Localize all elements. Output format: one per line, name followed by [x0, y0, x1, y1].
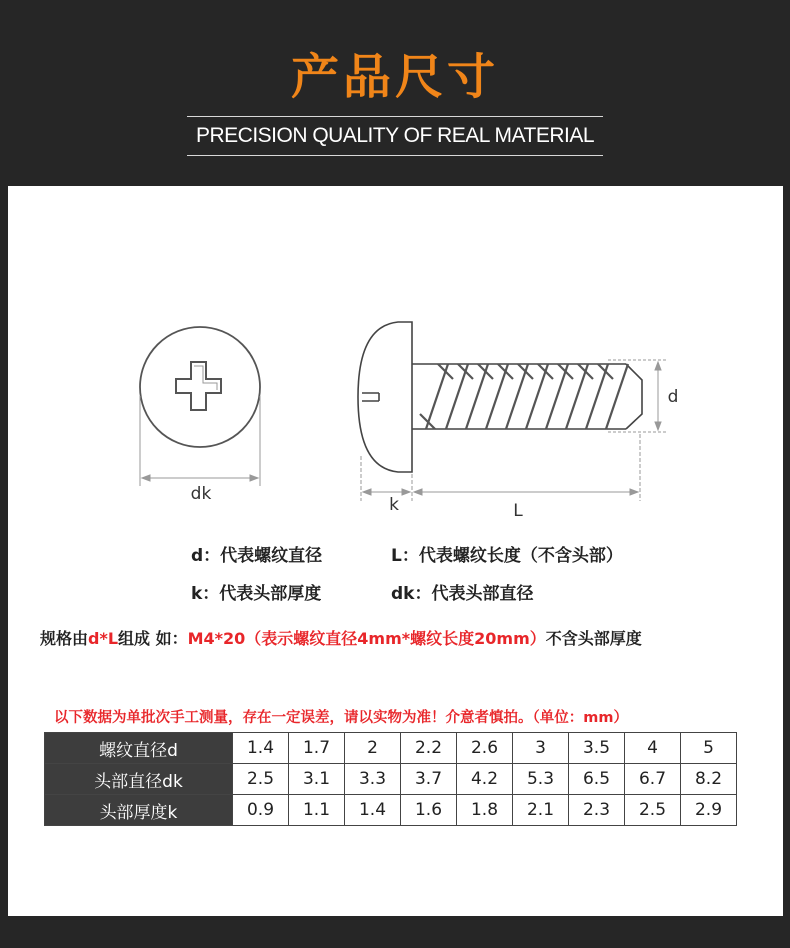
- table-cell: 2.9: [681, 795, 737, 826]
- table-cell: 2.5: [625, 795, 681, 826]
- screw-top-view: [140, 327, 260, 447]
- page-subtitle: PRECISION QUALITY OF REAL MATERIAL: [187, 116, 603, 156]
- table-cell: 5.3: [513, 764, 569, 795]
- table-cell: 3.1: [289, 764, 345, 795]
- legend-k: k：代表头部厚度: [191, 584, 322, 604]
- table-cell: 4.2: [457, 764, 513, 795]
- table-cell: 2.3: [569, 795, 625, 826]
- table-cell: 4: [625, 733, 681, 764]
- table-cell: 3: [513, 733, 569, 764]
- table-cell: 1.7: [289, 733, 345, 764]
- table-cell: 3.3: [345, 764, 401, 795]
- table-cell: 6.7: [625, 764, 681, 795]
- spec-line: [40, 626, 642, 649]
- table-cell: 3.5: [569, 733, 625, 764]
- measurement-note: 以下数据为单批次手工测量，存在一定误差，请以实物为准！介意者慎拍。（单位：mm）: [54, 710, 628, 726]
- table-cell: 1.8: [457, 795, 513, 826]
- content-panel: [8, 186, 783, 916]
- table-cell: 2.5: [233, 764, 289, 795]
- table-cell: 2.6: [457, 733, 513, 764]
- page-title: 产品尺寸: [290, 49, 499, 105]
- table-cell: 8.2: [681, 764, 737, 795]
- table-cell: 2.1: [513, 795, 569, 826]
- d-label: d: [667, 387, 679, 407]
- k-label: k: [389, 495, 399, 515]
- table-cell: 0.9: [233, 795, 289, 826]
- screw-diagram: [8, 186, 783, 526]
- table-cell: 1.6: [401, 795, 457, 826]
- spec-middle: 组成 如：: [118, 629, 188, 648]
- l-label: L: [513, 501, 523, 521]
- table-cell: 6.5: [569, 764, 625, 795]
- table-row: [45, 733, 737, 764]
- screw-side-view: [358, 322, 642, 472]
- legend-dk: dk：代表头部直径: [391, 584, 534, 604]
- spec-suffix: 不含头部厚度: [545, 629, 642, 648]
- table-row: [45, 795, 737, 826]
- table-cell: 1.1: [289, 795, 345, 826]
- table-cell: 2: [345, 733, 401, 764]
- table-cell: 1.4: [345, 795, 401, 826]
- dimensions-table: [44, 732, 737, 826]
- spec-example: M4*20（表示螺纹直径4mm*螺纹长度20mm）: [187, 629, 546, 648]
- thread-lines: [420, 364, 628, 429]
- row-header: 头部厚度k: [45, 795, 233, 826]
- legend-d: d：代表螺纹直径: [191, 546, 323, 566]
- table-cell: 3.7: [401, 764, 457, 795]
- spec-formula: d*L: [88, 629, 119, 648]
- table-cell: 2.2: [401, 733, 457, 764]
- table-row: [45, 764, 737, 795]
- dk-label: dk: [190, 484, 212, 504]
- spec-prefix: 规格由: [40, 629, 89, 648]
- table-cell: 1.4: [233, 733, 289, 764]
- table-cell: 5: [681, 733, 737, 764]
- row-header: 头部直径dk: [45, 764, 233, 795]
- legend-l: L：代表螺纹长度（不含头部）: [391, 546, 623, 566]
- row-header: 螺纹直径d: [45, 733, 233, 764]
